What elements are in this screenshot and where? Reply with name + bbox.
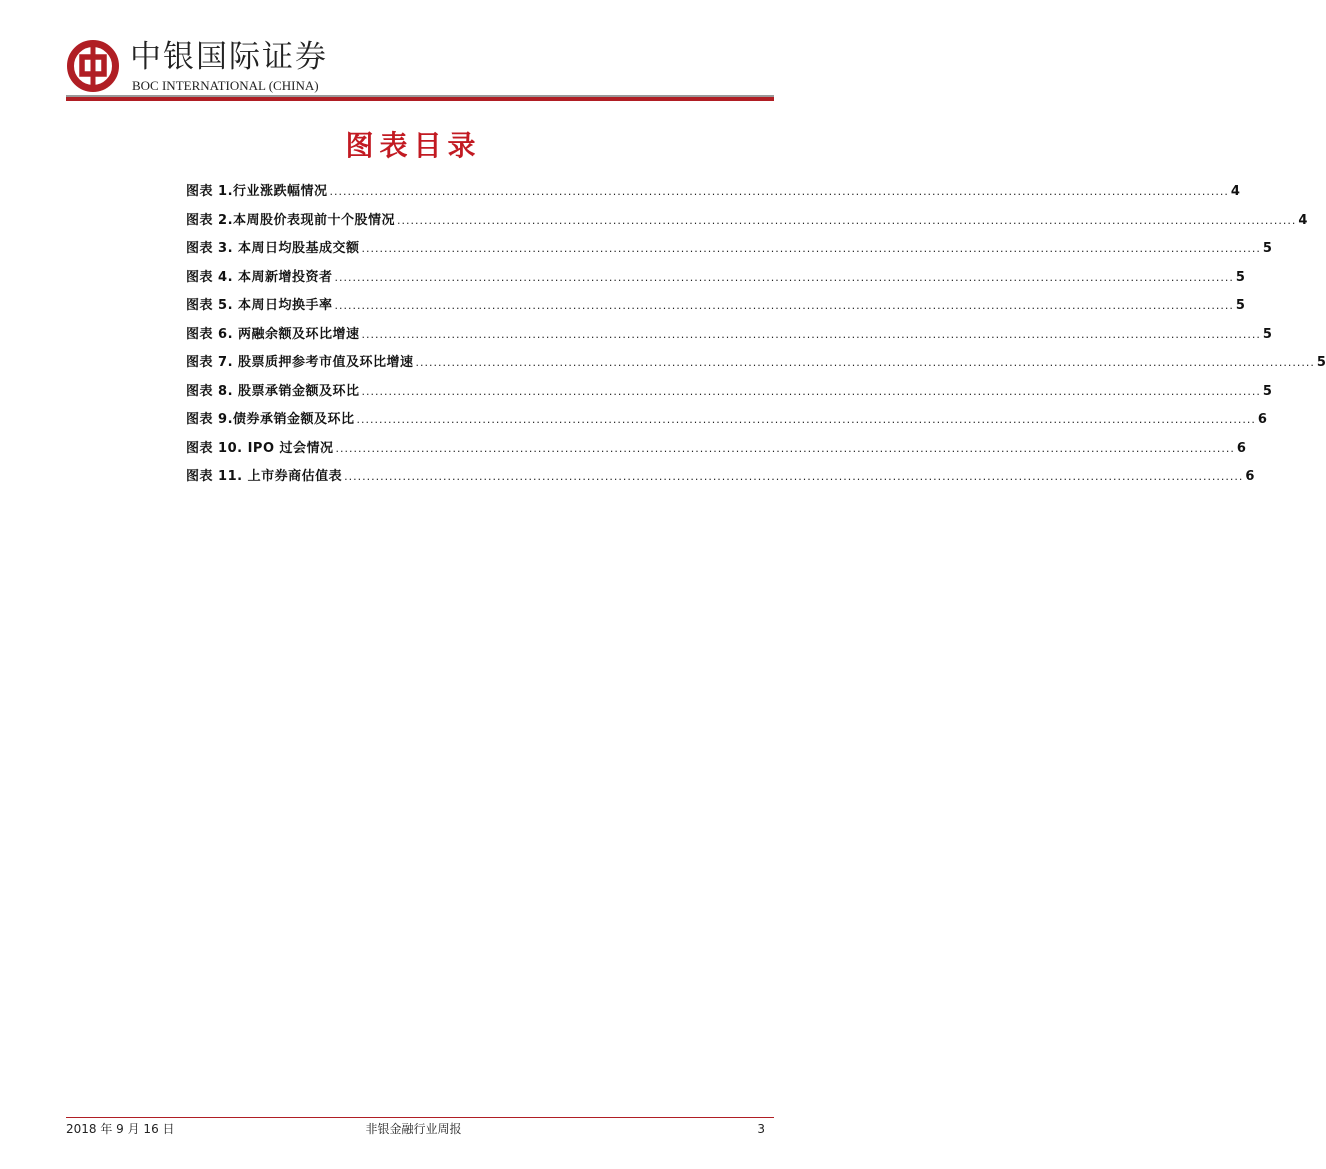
boc-coin-logo-icon xyxy=(66,39,120,93)
toc-entry-label: 图表 5. 本周日均换手率 xyxy=(186,298,333,313)
toc-entry-label: 图表 9.债券承销金额及环比 xyxy=(186,412,355,427)
toc-list xyxy=(186,180,1326,494)
toc-entry[interactable] xyxy=(186,209,1308,238)
toc-leader-dots: ........................................................................................................................................................................................................ xyxy=(335,441,1235,455)
footer-date: 2018 年 9 月 16 日 xyxy=(66,1122,175,1136)
toc-entry-page: 5 xyxy=(1262,326,1272,342)
toc-entry-page: 5 xyxy=(1262,383,1272,399)
toc-entry[interactable] xyxy=(186,266,1245,295)
footer-divider xyxy=(66,1117,774,1118)
toc-entry-label: 图表 7. 股票质押参考市值及环比增速 xyxy=(186,355,414,370)
toc-entry-page: 6 xyxy=(1257,412,1267,427)
toc-entry-page: 5 xyxy=(1316,355,1326,370)
toc-entry-label: 图表 1.行业涨跌幅情况 xyxy=(186,184,328,199)
toc-leader-dots: ........................................................................................................................................................................................................ xyxy=(415,356,1315,369)
footer-page-number: 3 xyxy=(757,1122,765,1136)
toc-leader-dots: ........................................................................................................................................................................................................ xyxy=(344,470,1244,483)
toc-entry[interactable] xyxy=(186,465,1255,494)
toc-entry[interactable] xyxy=(186,237,1272,266)
toc-leader-dots: ........................................................................................................................................................................................................ xyxy=(334,270,1234,284)
toc-entry-label: 图表 11. 上市券商估值表 xyxy=(186,469,343,484)
toc-entry[interactable] xyxy=(186,351,1326,380)
toc-entry-label: 图表 8. 股票承销金额及环比 xyxy=(186,383,360,399)
toc-leader-dots: ........................................................................................................................................................................................................ xyxy=(397,213,1297,227)
toc-entry-page: 6 xyxy=(1236,440,1246,456)
header-divider-red xyxy=(66,97,774,101)
footer-report-title: 非银金融行业周报 xyxy=(365,1122,462,1136)
brand-name-english: BOC INTERNATIONAL (CHINA) xyxy=(132,78,319,93)
toc-entry-label: 图表 3. 本周日均股基成交额 xyxy=(186,241,360,256)
page-header xyxy=(66,36,774,102)
toc-entry[interactable] xyxy=(186,180,1240,209)
toc-entry[interactable] xyxy=(186,323,1272,352)
toc-entry-label: 图表 10. IPO 过会情况 xyxy=(186,440,334,456)
toc-leader-dots: ........................................................................................................................................................................................................ xyxy=(356,413,1256,426)
toc-entry[interactable] xyxy=(186,408,1267,437)
toc-entry-page: 4 xyxy=(1230,184,1240,199)
toc-entry-page: 6 xyxy=(1245,469,1255,484)
brand-name-chinese: 中银国际证券 xyxy=(130,39,328,75)
toc-leader-dots: ........................................................................................................................................................................................................ xyxy=(334,299,1234,312)
toc-entry[interactable] xyxy=(186,294,1245,323)
toc-entry-page: 4 xyxy=(1298,212,1308,228)
toc-entry-label: 图表 4. 本周新增投资者 xyxy=(186,269,333,285)
toc-entry-page: 5 xyxy=(1262,241,1272,256)
toc-leader-dots: ........................................................................................................................................................................................................ xyxy=(361,327,1261,341)
toc-entry-label: 图表 2.本周股价表现前十个股情况 xyxy=(186,212,396,228)
toc-entry-page: 5 xyxy=(1235,269,1245,285)
toc-entry-page: 5 xyxy=(1235,298,1245,313)
toc-leader-dots: ........................................................................................................................................................................................................ xyxy=(361,384,1261,398)
toc-leader-dots: ........................................................................................................................................................................................................ xyxy=(329,185,1229,198)
toc-entry[interactable] xyxy=(186,380,1272,409)
toc-entry[interactable] xyxy=(186,437,1246,466)
toc-entry-label: 图表 6. 两融余额及环比增速 xyxy=(186,326,360,342)
toc-leader-dots: ........................................................................................................................................................................................................ xyxy=(361,242,1261,255)
toc-title: 图表目录 xyxy=(345,129,482,162)
